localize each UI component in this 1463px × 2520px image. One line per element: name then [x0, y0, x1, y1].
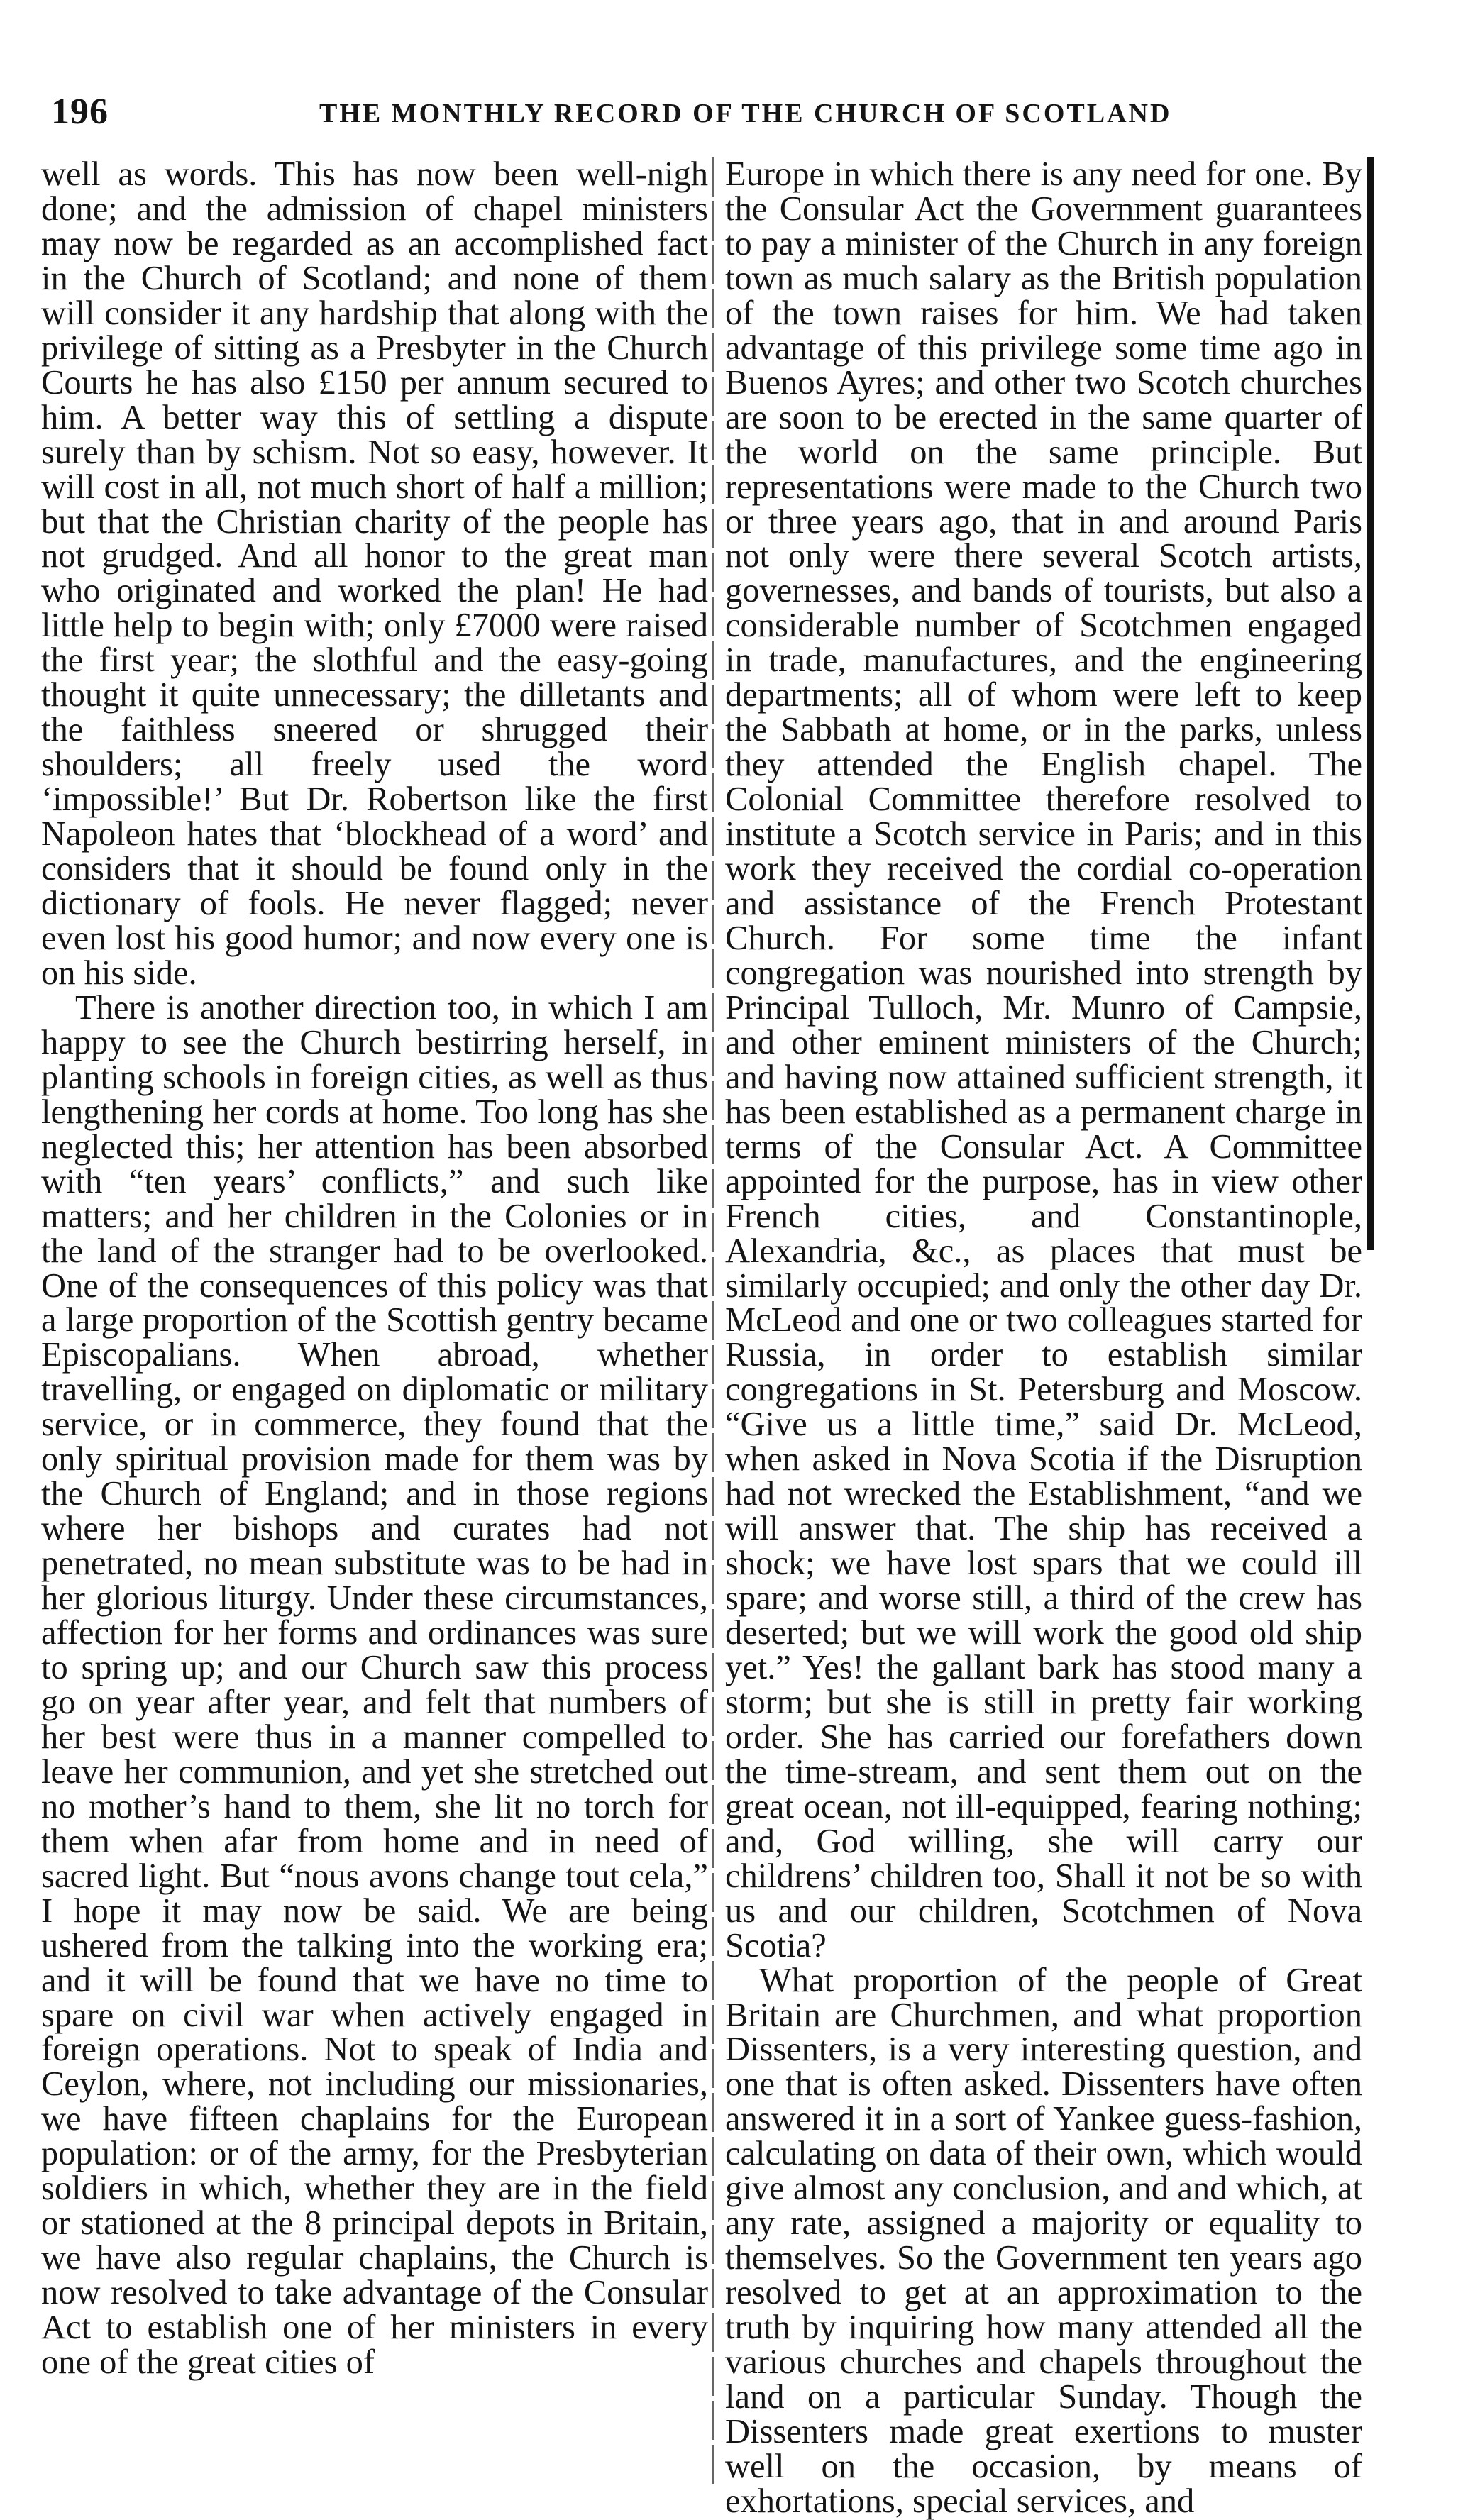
- paragraph: well as words. This has now been well-nigh done; and the admission of chapel ministers may now be regarded as an accomplished fact in the Church of Scotland; and none of them will consider it any hardship that along with the privilege of sitting as a Presbyter in the Church Courts he has also £150 per annum secured to him. A better way this of settling a dispute surely than by schism. Not so easy, however. It will cost in all, not much short of half a million; but that the Christian charity of the people has not grudged. And all honor to the great man who originated and worked the plan! He had little help to begin with; only £7000 were raised the first year; the slothful and the easy-going thought it quite unnecessary; the dilletants and the faithless sneered or shrugged their shoulders; all freely used the word ‘impossible!’ But Dr. Robertson like the first Napoleon hates that ‘blockhead of a word’ and considers that it should be found only in the dictionary of fools. He never flagged; never even lost his good humor; and now every one is on his side.: [41, 155, 708, 992]
- page-number: 196: [51, 92, 109, 132]
- page-edge-shadow: [1367, 158, 1374, 1250]
- right-column: [725, 155, 1362, 2520]
- paragraph: There is another direction too, in which I am happy to see the Church bestirring herself, in planting schools in foreign cities, as well as thus lengthening her cords at home. Too long has she neglected this; her attention has been absorbed with “ten years’ conflicts,” and such like matters; and her children in the Colonies or in the land of the stranger had to be overlooked. One of the consequences of this policy was that a large proportion of the Scottish gentry became Episcopalians. When abroad, whether travelling, or engaged on diplomatic or military service, or in commerce, they found that the only spiritual provision made for them was by the Church of England; and in those regions where her bishops and curates had not penetrated, no mean substitute was to be had in her glorious liturgy. Under these circumstances, affection for her forms and ordinances was sure to spring up; and our Church saw this process go on year after year, and felt that numbers of her best were thus in a manner compelled to leave her communion, and yet she stretched out no mother’s hand to them, she lit no torch for them when afar from home and in need of sacred light. But “nous avons change tout cela,” I hope it may now be said. We are being ushered from the talking into the working era; and it will be found that we have no time to spare on civil war when actively engaged in foreign operations. Not to speak of India and Ceylon, where, not including our missionaries, we have fifteen chaplains for the European population: or of the army, for the Presbyterian soldiers in which, whether they are in the field or stationed at the 8 principal depots in Britain, we have also regular chaplains, the Church is now resolved to take advantage of the Consular Act to establish one of her ministers in every one of the great cities of: [41, 988, 708, 2382]
- paragraph: Europe in which there is any need for one. By the Consular Act the Government guarantees to pay a minister of the Church in any foreign town as much salary as the British population of the town raises for him. We had taken advantage of this privilege some time ago in Buenos Ayres; and other two Scotch churches are soon to be erected in the same quarter of the world on the same principle. But representations were made to the Church two or three years ago, that in and around Paris not only were there several Scotch artists, governesses, and bands of tourists, but also a considerable number of Scotchmen engaged in trade, manufactures, and the engineering departments; all of whom were left to keep the Sabbath at home, or in the parks, unless they attended the English chapel. The Colonial Committee therefore resolved to institute a Scotch service in Paris; and in this work they received the cordial co-operation and assistance of the French Protestant Church. For some time the infant congregation was nourished into strength by Principal Tulloch, Mr. Munro of Campsie, and other eminent ministers of the Church; and having now attained sufficient strength, it has been established as a permanent charge in terms of the Consular Act. A Committee appointed for the purpose, has in view other French cities, and Constantinople, Alexandria, &c., as places that must be similarly occupied; and only the other day Dr. McLeod and one or two colleagues started for Russia, in order to establish similar congregations in St. Petersburg and Moscow. “Give us a little time,” said Dr. McLeod, when asked in Nova Scotia if the Disruption had not wrecked the Establishment, “and we will answer that. The ship has received a shock; we have lost spars that we could ill spare; and worse still, a third of the crew has deserted; but we will work the good old ship yet.” Yes! the gallant bark has stood many a storm; but she is still in pretty fair working order. She has carried our forefathers down the time-stream, and sent them out on the great ocean, not ill-equipped, fearing nothing; and, God willing, she will carry our childrens’ children too, Shall it not be so with us and our children, Scotchmen of Nova Scotia?: [725, 155, 1362, 1964]
- left-column: [41, 155, 708, 2382]
- column-divider: [712, 158, 714, 2485]
- page-header: [43, 91, 1369, 133]
- running-title: THE MONTHLY RECORD OF THE CHURCH OF SCOTLAND: [319, 99, 1172, 128]
- paragraph: What proportion of the people of Great Britain are Churchmen, and what proportion Dissenters, is a very interesting question, and one that is often asked. Dissenters have often answered it in a sort of Yankee guess-fashion, calculating on data of their own, which would give almost any conclusion, and and which, at any rate, assigned a majority or equality to themselves. So the Government ten years ago resolved to get at an approximation to the truth by inquiring how many attended all the various churches and chapels throughout the land on a particular Sunday. Though the Dissenters made great exertions to muster well on the occasion, by means of exhortations, special services, and: [725, 1961, 1362, 2520]
